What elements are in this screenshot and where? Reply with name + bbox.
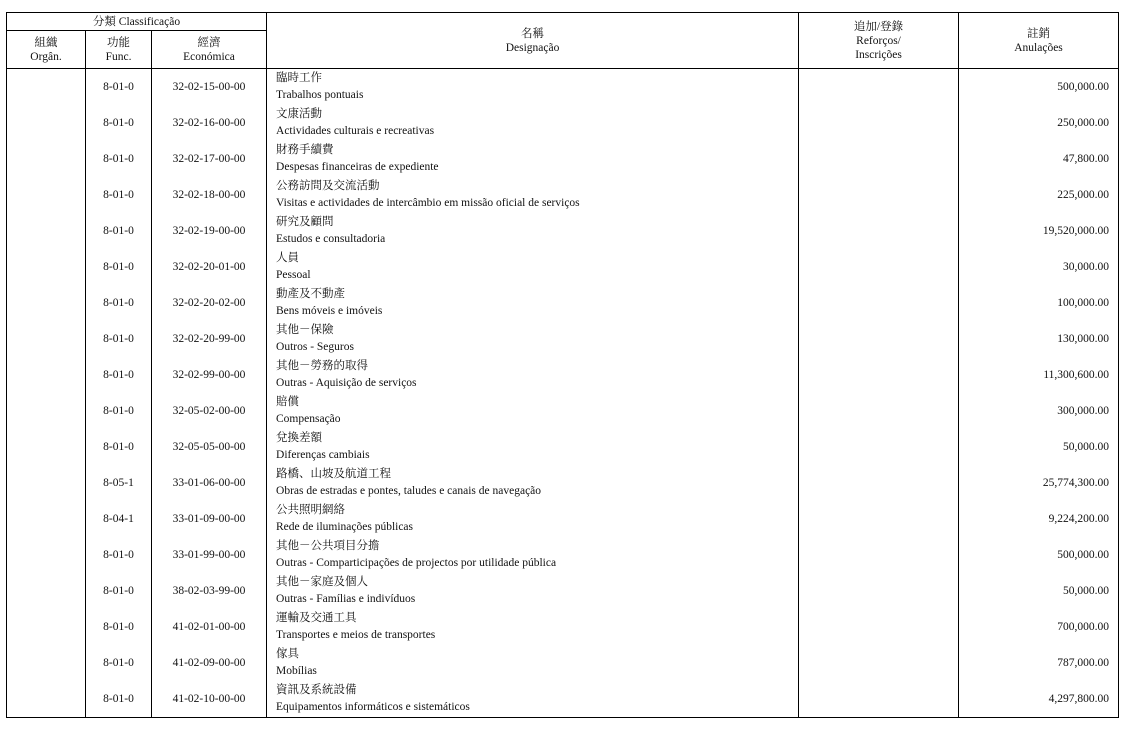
func-code-cell: 8-01-0 — [86, 177, 152, 213]
func-code-cell: 8-01-0 — [86, 573, 152, 609]
func-code-cell: 8-01-0 — [86, 429, 152, 465]
econ-code-cell: 32-02-17-00-00 — [152, 141, 267, 177]
table-row — [7, 357, 1119, 393]
designation-pt: Compensação — [276, 413, 341, 425]
organ-cell — [7, 213, 86, 249]
econ-code-cell: 32-05-02-00-00 — [152, 393, 267, 429]
organ-cell — [7, 141, 86, 177]
econ-code-cell: 32-02-20-02-00 — [152, 285, 267, 321]
organ-cell — [7, 573, 86, 609]
organ-cell — [7, 429, 86, 465]
designation-pt: Mobílias — [276, 665, 317, 677]
func-code-cell: 8-01-0 — [86, 645, 152, 681]
reinforcement-cell — [799, 429, 959, 465]
table-header — [7, 13, 1119, 69]
designation-header — [267, 13, 799, 69]
designation-cell — [267, 537, 799, 573]
reinforcement-cell — [799, 285, 959, 321]
table-row — [7, 141, 1119, 177]
reinforcement-cell — [799, 609, 959, 645]
cancellations-header-zh: 註銷 — [1027, 27, 1051, 40]
designation-cell — [267, 501, 799, 537]
designation-header-pt: Designação — [505, 41, 560, 54]
designation-cell — [267, 429, 799, 465]
table-row — [7, 69, 1119, 106]
organ-header — [7, 31, 86, 69]
organ-cell — [7, 105, 86, 141]
func-code-cell: 8-01-0 — [86, 105, 152, 141]
designation-cell — [267, 393, 799, 429]
designation-pt: Pessoal — [276, 269, 311, 281]
designation-zh: 其他－公共項目分擔 — [276, 540, 380, 552]
designation-pt: Outras - Famílias e indivíduos — [276, 593, 416, 605]
cancellation-amount-cell: 4,297,800.00 — [959, 681, 1119, 718]
table-row — [7, 105, 1119, 141]
designation-pt: Despesas financeiras de expediente — [276, 161, 439, 173]
reinforcement-cell — [799, 141, 959, 177]
cancellation-amount-cell: 9,224,200.00 — [959, 501, 1119, 537]
econ-code-cell: 32-02-20-99-00 — [152, 321, 267, 357]
table-row — [7, 573, 1119, 609]
func-code-cell: 8-05-1 — [86, 465, 152, 501]
reinforcement-cell — [799, 681, 959, 718]
reinforcement-cell — [799, 213, 959, 249]
cancellation-amount-cell: 50,000.00 — [959, 429, 1119, 465]
designation-cell — [267, 213, 799, 249]
cancellation-amount-cell: 11,300,600.00 — [959, 357, 1119, 393]
designation-cell — [267, 681, 799, 718]
func-code-cell: 8-01-0 — [86, 213, 152, 249]
reinforcements-header-pt1: Reforços/ — [856, 34, 901, 47]
designation-pt: Estudos e consultadoria — [276, 233, 386, 245]
reinforcements-header-pt2: Inscrições — [855, 48, 902, 61]
organ-cell — [7, 645, 86, 681]
func-code-cell: 8-04-1 — [86, 501, 152, 537]
func-code-cell: 8-01-0 — [86, 141, 152, 177]
econ-code-cell: 41-02-09-00-00 — [152, 645, 267, 681]
cancellation-amount-cell: 19,520,000.00 — [959, 213, 1119, 249]
func-code-cell: 8-01-0 — [86, 357, 152, 393]
designation-cell — [267, 357, 799, 393]
reinforcement-cell — [799, 393, 959, 429]
designation-cell — [267, 105, 799, 141]
designation-zh: 路橋、山坡及航道工程 — [276, 468, 392, 480]
designation-pt: Transportes e meios de transportes — [276, 629, 436, 641]
designation-cell — [267, 141, 799, 177]
cancellations-header — [959, 13, 1119, 69]
cancellation-amount-cell: 787,000.00 — [959, 645, 1119, 681]
designation-pt: Rede de iluminações públicas — [276, 521, 414, 533]
organ-header-zh: 組織 — [34, 36, 58, 49]
table-row — [7, 681, 1119, 718]
table-row — [7, 429, 1119, 465]
designation-zh: 資訊及系統設備 — [276, 684, 357, 696]
table-row — [7, 285, 1119, 321]
designation-cell — [267, 249, 799, 285]
designation-zh: 文康活動 — [276, 108, 323, 120]
table-row — [7, 645, 1119, 681]
cancellation-amount-cell: 100,000.00 — [959, 285, 1119, 321]
func-code-cell: 8-01-0 — [86, 537, 152, 573]
reinforcement-cell — [799, 177, 959, 213]
table-row — [7, 465, 1119, 501]
designation-cell — [267, 285, 799, 321]
func-code-cell: 8-01-0 — [86, 249, 152, 285]
econ-code-cell: 32-02-19-00-00 — [152, 213, 267, 249]
organ-cell — [7, 609, 86, 645]
designation-pt: Diferenças cambiais — [276, 449, 370, 461]
organ-header-pt: Orgân. — [30, 50, 62, 63]
econ-code-cell: 41-02-01-00-00 — [152, 609, 267, 645]
designation-zh: 人員 — [276, 252, 300, 264]
designation-pt: Visitas e actividades de intercâmbio em missão oficial de serviços — [276, 197, 580, 209]
reinforcement-cell — [799, 501, 959, 537]
func-header — [86, 31, 152, 69]
designation-cell — [267, 69, 799, 106]
designation-zh: 傢具 — [276, 648, 300, 660]
designation-pt: Equipamentos informáticos e sistemáticos — [276, 701, 470, 713]
designation-zh: 動產及不動產 — [276, 288, 346, 300]
organ-cell — [7, 69, 86, 106]
cancellations-header-pt: Anulações — [1014, 41, 1063, 54]
reinforcement-cell — [799, 537, 959, 573]
econ-code-cell: 33-01-99-00-00 — [152, 537, 267, 573]
designation-zh: 賠償 — [276, 396, 300, 408]
cancellation-amount-cell: 50,000.00 — [959, 573, 1119, 609]
designation-zh: 公共照明網絡 — [276, 504, 346, 516]
econ-code-cell: 32-02-18-00-00 — [152, 177, 267, 213]
designation-pt: Obras de estradas e pontes, taludes e canais de navegação — [276, 485, 542, 497]
table-row — [7, 321, 1119, 357]
econ-code-cell: 38-02-03-99-00 — [152, 573, 267, 609]
designation-zh: 運輸及交通工具 — [276, 612, 357, 624]
reinforcement-cell — [799, 645, 959, 681]
reinforcement-cell — [799, 573, 959, 609]
table-row — [7, 501, 1119, 537]
designation-header-zh: 名稱 — [521, 27, 545, 40]
designation-zh: 公務訪問及交流活動 — [276, 180, 380, 192]
classification-header: 分類 Classificação — [7, 13, 267, 31]
designation-cell — [267, 177, 799, 213]
reinforcement-cell — [799, 357, 959, 393]
econ-code-cell: 41-02-10-00-00 — [152, 681, 267, 718]
reinforcement-cell — [799, 465, 959, 501]
econ-code-cell: 32-02-20-01-00 — [152, 249, 267, 285]
func-code-cell: 8-01-0 — [86, 609, 152, 645]
organ-cell — [7, 177, 86, 213]
designation-zh: 兌換差額 — [276, 432, 323, 444]
designation-cell — [267, 609, 799, 645]
reinforcement-cell — [799, 321, 959, 357]
table-body — [7, 69, 1119, 718]
func-header-pt: Func. — [105, 50, 132, 63]
organ-cell — [7, 681, 86, 718]
cancellation-amount-cell: 130,000.00 — [959, 321, 1119, 357]
func-header-zh: 功能 — [107, 36, 130, 49]
designation-cell — [267, 321, 799, 357]
cancellation-amount-cell: 250,000.00 — [959, 105, 1119, 141]
reinforcement-cell — [799, 69, 959, 106]
cancellation-amount-cell: 47,800.00 — [959, 141, 1119, 177]
organ-cell — [7, 285, 86, 321]
table-row — [7, 249, 1119, 285]
table-row — [7, 537, 1119, 573]
designation-pt: Bens móveis e imóveis — [276, 305, 383, 317]
func-code-cell: 8-01-0 — [86, 393, 152, 429]
designation-zh: 其他－家庭及個人 — [276, 576, 369, 588]
designation-cell — [267, 573, 799, 609]
econ-header-zh: 經濟 — [197, 36, 221, 49]
designation-zh: 財務手續費 — [276, 144, 334, 156]
econ-header — [152, 31, 267, 69]
organ-cell — [7, 465, 86, 501]
cancellation-amount-cell: 500,000.00 — [959, 69, 1119, 106]
designation-cell — [267, 645, 799, 681]
budget-table — [6, 12, 1119, 718]
designation-zh: 其他－保險 — [276, 324, 334, 336]
econ-code-cell: 32-02-15-00-00 — [152, 69, 267, 106]
designation-pt: Outras - Comparticipações de projectos por utilidade pública — [276, 557, 557, 569]
reinforcements-header-zh: 追加/登錄 — [853, 20, 904, 33]
cancellation-amount-cell: 700,000.00 — [959, 609, 1119, 645]
table-row — [7, 393, 1119, 429]
reinforcement-cell — [799, 105, 959, 141]
econ-code-cell: 33-01-06-00-00 — [152, 465, 267, 501]
designation-cell — [267, 465, 799, 501]
cancellation-amount-cell: 225,000.00 — [959, 177, 1119, 213]
cancellation-amount-cell: 30,000.00 — [959, 249, 1119, 285]
cancellation-amount-cell: 25,774,300.00 — [959, 465, 1119, 501]
cancellation-amount-cell: 500,000.00 — [959, 537, 1119, 573]
econ-code-cell: 32-05-05-00-00 — [152, 429, 267, 465]
func-code-cell: 8-01-0 — [86, 321, 152, 357]
reinforcement-cell — [799, 249, 959, 285]
organ-cell — [7, 501, 86, 537]
cancellation-amount-cell: 300,000.00 — [959, 393, 1119, 429]
econ-code-cell: 32-02-16-00-00 — [152, 105, 267, 141]
organ-cell — [7, 537, 86, 573]
func-code-cell: 8-01-0 — [86, 285, 152, 321]
econ-code-cell: 32-02-99-00-00 — [152, 357, 267, 393]
table-row — [7, 213, 1119, 249]
designation-zh: 臨時工作 — [276, 72, 323, 84]
table-row — [7, 609, 1119, 645]
designation-pt: Outras - Aquisição de serviços — [276, 377, 417, 389]
organ-cell — [7, 249, 86, 285]
econ-header-pt: Económica — [183, 50, 235, 63]
designation-pt: Actividades culturais e recreativas — [276, 125, 435, 137]
reinforcements-header — [799, 13, 959, 69]
organ-cell — [7, 357, 86, 393]
organ-cell — [7, 321, 86, 357]
designation-zh: 其他－勞務的取得 — [276, 360, 369, 372]
designation-zh: 研究及顧問 — [276, 216, 334, 228]
econ-code-cell: 33-01-09-00-00 — [152, 501, 267, 537]
func-code-cell: 8-01-0 — [86, 69, 152, 106]
designation-pt: Trabalhos pontuais — [276, 89, 364, 101]
designation-pt: Outros - Seguros — [276, 341, 354, 353]
table-row — [7, 177, 1119, 213]
func-code-cell: 8-01-0 — [86, 681, 152, 718]
organ-cell — [7, 393, 86, 429]
